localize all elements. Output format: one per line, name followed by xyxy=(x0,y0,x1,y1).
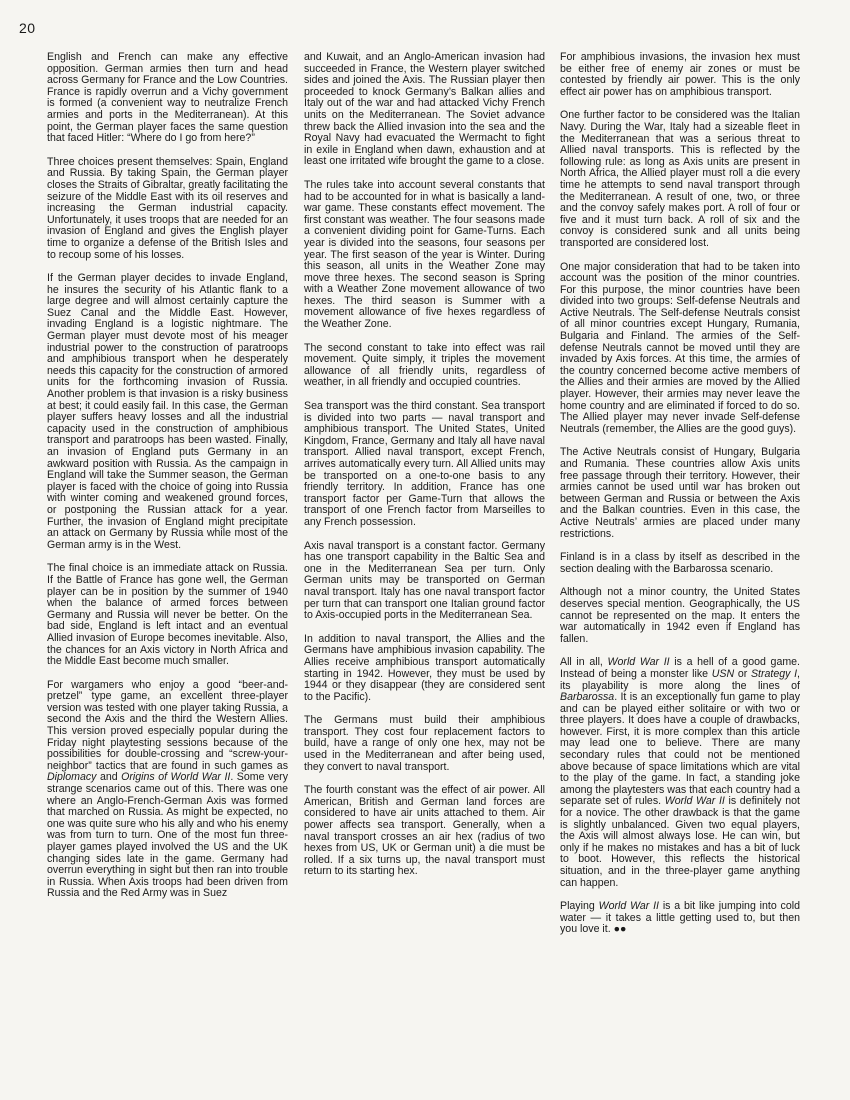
article-column-3 xyxy=(560,52,800,948)
article-column-1 xyxy=(47,52,288,912)
paragraph: The fourth constant was the effect of air power. All American, British and German land forces are considered to have air units attached to them. Air power affects sea transport. Generally, when a naval transport crosses an air hex (radius of two hexes from US, UK or German unit) a die must be rolled. If a six turns up, the naval transport must return to its starting hex. xyxy=(304,784,545,878)
paragraph: English and French can make any effective opposition. German armies then turn and head across Germany for France and the Low Countries. France is rapidly overrun and a Vichy government is formed (a convenient way to neutralize French armies and ports in the Mediterranean). At this point, the German player faces the same question that faced Hitler: “Where do I go from here?” xyxy=(47,51,288,145)
paragraph: The rules take into account several constants that had to be accounted for in what is basically a land-war game. These constants effect movement. The first constant was weather. The four seasons made a convenient dividing point for Game-Turns. Each year is divided into the seasons, four seasons per year. The first season of the year is Winter. During this season, all units in the Weather Zone may move three hexes. The second season is Spring with a Weather Zone movement allowance of two hexes. The third season is Summer with a movement allowance of five hexes regardless of the Weather Zone. xyxy=(304,178,545,331)
paragraph: For wargamers who enjoy a good “beer-and-pretzel” type game, an excellent three-player version was tested with one player taking Russia, a second the Axis and the third the Western Allies. This version proved especially popular during the Friday night playtesting sessions because of the possibilities for double-crossing and “screw-your-neighbor” tactics that are found in such games as Diplomacy and Origins of World War II. Some very strange scenarios came out of this. There was one where an Anglo-French-German Axis was formed that marched on Russia. As might be expected, no one was quite sure who his ally and who his enemy was from turn to turn. One of the most fun three-player games played involved the US and the UK changing sides late in the game. Germany had overrun everything in sight but then ran into trouble in Russia. When Axis troops had been driven from Russia and the Red Army was in Suez xyxy=(47,678,288,900)
paragraph: Sea transport was the third constant. Sea transport is divided into two parts — naval transport and amphibious transport. The United States, United Kingdom, France, Germany and Italy all have naval transport. Allied naval transport, except French, arrives automatically every turn. All Allied units may be transported on a one-to-one basis to any friendly territory. In addition, France has one transport factor per Game-Turn that allows the transport of one French factor from Marseilles to any French possession. xyxy=(304,400,545,528)
paragraph: All in all, World War II is a hell of a good game. Instead of being a monster like USN or Strategy I, its playability is more along the lines of Barbarossa. It is an exceptionally fun game to play and can be played either solitaire or with two or three players. It does have a couple of drawbacks, however. First, it is more complex than this article may lead one to believe. There are many secondary rules that could not be mentioned above because of space limitations which are vital to the play of the game. In fact, a standing joke among the playtesters was that each country had a separate set of rules. World War II is definitely not for a novice. The other drawback is that the game is slightly unbalanced. Given two equal players, the Axis will almost always lose. He can win, but only if he makes no mistakes and has a bit of luck to boot. However, this reflects the historical situation, and in the three-player game anything can happen. xyxy=(560,656,800,889)
paragraph: and Kuwait, and an Anglo-American invasion had succeeded in France, the Western player switched sides and joined the Axis. The Russian player then proceeded to knock Germany’s Balkan allies and Italy out of the war and had attacked Vichy French units on the Mediterranean. The Soviet advance threw back the Allied invasion into the sea and the Royal Navy had evacuated the Wermacht to fight in exile in England when dawn, exhaustion and at least one irritated wife brought the game to a close. xyxy=(304,51,545,168)
paragraph: The final choice is an immediate attack on Russia. If the Battle of France has gone well, the German player can be in position by the summer of 1940 when the balance of armed forces between Germany and Russia will never be better. On the bad side, England is left intact and an eventual Allied invasion of Europe becomes inevitable. Also, the chances for an Axis victory in North Africa and the Middle East become much smaller. xyxy=(47,562,288,668)
page-number: 20 xyxy=(19,20,36,36)
article-column-2 xyxy=(304,52,545,890)
paragraph: In addition to naval transport, the Allies and the Germans have amphibious invasion capability. The Allies receive amphibious transport automatically starting in 1942. However, they must be used by 1944 or they disappear (they are considered sent to the Pacific). xyxy=(304,632,545,703)
paragraph: Three choices present themselves: Spain, England and Russia. By taking Spain, the German player closes the Straits of Gibraltar, greatly facilitating the seizure of the Middle East with its oil reserves and increasing the German industrial capacity. Unfortunately, it uses troops that are needed for an invasion of England and gives the English player time to organize a defense of the British Isles and to recoup some of his losses. xyxy=(47,155,288,261)
paragraph: Axis naval transport is a constant factor. Germany has one transport capability in the Baltic Sea and one in the Mediterranean Sea per turn. Only German units may be transported on German naval transport. Italy has one naval transport factor per turn that can transport one Italian ground factor to Axis-occupied ports in the Mediterranean Sea. xyxy=(304,539,545,622)
paragraph: One major consideration that had to be taken into account was the position of the minor countries. For this purpose, the minor countries have been divided into two groups: Self-defense Neutrals and Active Neutrals. The Self-defense Neutrals consist of all minor countries except Hungary, Rumania, Bulgaria and Finland. The armies of the Self-defense Neutrals cannot be moved until they are invaded by Axis forces. At this time, the armies of the country concerned become active members of the Allies and their armies are moved by the Allied player. However, their armies may never leave the home country and are eliminated if forced to do so. The Allied player may never invade Self-defense Neutrals (remember, the Allies are the good guys). xyxy=(560,260,800,435)
paragraph: Although not a minor country, the United States deserves special mention. Geographically, the US cannot be represented on the map. It enters the war automatically in 1942 even if England has fallen. xyxy=(560,586,800,645)
paragraph: The Germans must build their amphibious transport. They cost four replacement factors to build, have a range of only one hex, may not be used in the Mediterranean and after being used, they convert to naval transport. xyxy=(304,714,545,773)
paragraph: For amphibious invasions, the invasion hex must be either free of enemy air zones or must be contested by friendly air power. This is the only effect air power has on amphibious transport. xyxy=(560,51,800,98)
paragraph: One further factor to be considered was the Italian Navy. During the War, Italy had a sizeable fleet in the Mediterranean that was a serious threat to Allied naval transports. This is reflected by the following rule: as long as Axis units are present in North Africa, the Allied player must roll a die every time he attempts to send naval transport through the Mediterranean. A result of one, two, or three and the convoy safely makes port. A roll of four or five and it must turn back. A roll of six and the convoy is considered sunk and all units being transported are considered lost. xyxy=(560,109,800,249)
paragraph: The Active Neutrals consist of Hungary, Bulgaria and Rumania. These countries allow Axis units free passage through their territory. However, their armies cannot be used until war has broken out between German and Russia or between the Axis and the Balkan countries. Even in this case, the Active Neutrals’ armies are placed under many restrictions. xyxy=(560,446,800,540)
paragraph: If the German player decides to invade England, he insures the security of his Atlantic flank to a large degree and will almost certainly capture the Suez Canal and the Middle East. However, invading England is a logistic nightmare. The German player must devote most of his meager industrial power to the construction of paratroops and amphibious transport when he desperately needs this capacity for the construction of armored units for the forthcoming invasion of Russia. Another problem is that invasion is a risky business at best; it could easily fail. In this case, the German player suffers heavy losses and all the industrial capacity used in the construction of amphibious transport and paratroops has been wasted. Finally, an invasion of England puts Germany in an awkward position with Russia. As the campaign in England will take the Summer season, the German player is faced with the choice of going into Russia with winter coming and weakened ground forces, or postponing the Russian attack for a year. Further, the invasion of England might precipitate an attack on Germany by Russia while most of the German army is in the West. xyxy=(47,272,288,551)
paragraph: Finland is in a class by itself as described in the section dealing with the Barbarossa scenario. xyxy=(560,551,800,575)
paragraph: The second constant to take into effect was rail movement. Quite simply, it triples the movement allowance of all friendly units, regardless of weather, in all friendly and occupied countries. xyxy=(304,341,545,389)
paragraph: Playing World War II is a bit like jumping into cold water — it takes a little getting used to, but then you love it. ●● xyxy=(560,900,800,936)
